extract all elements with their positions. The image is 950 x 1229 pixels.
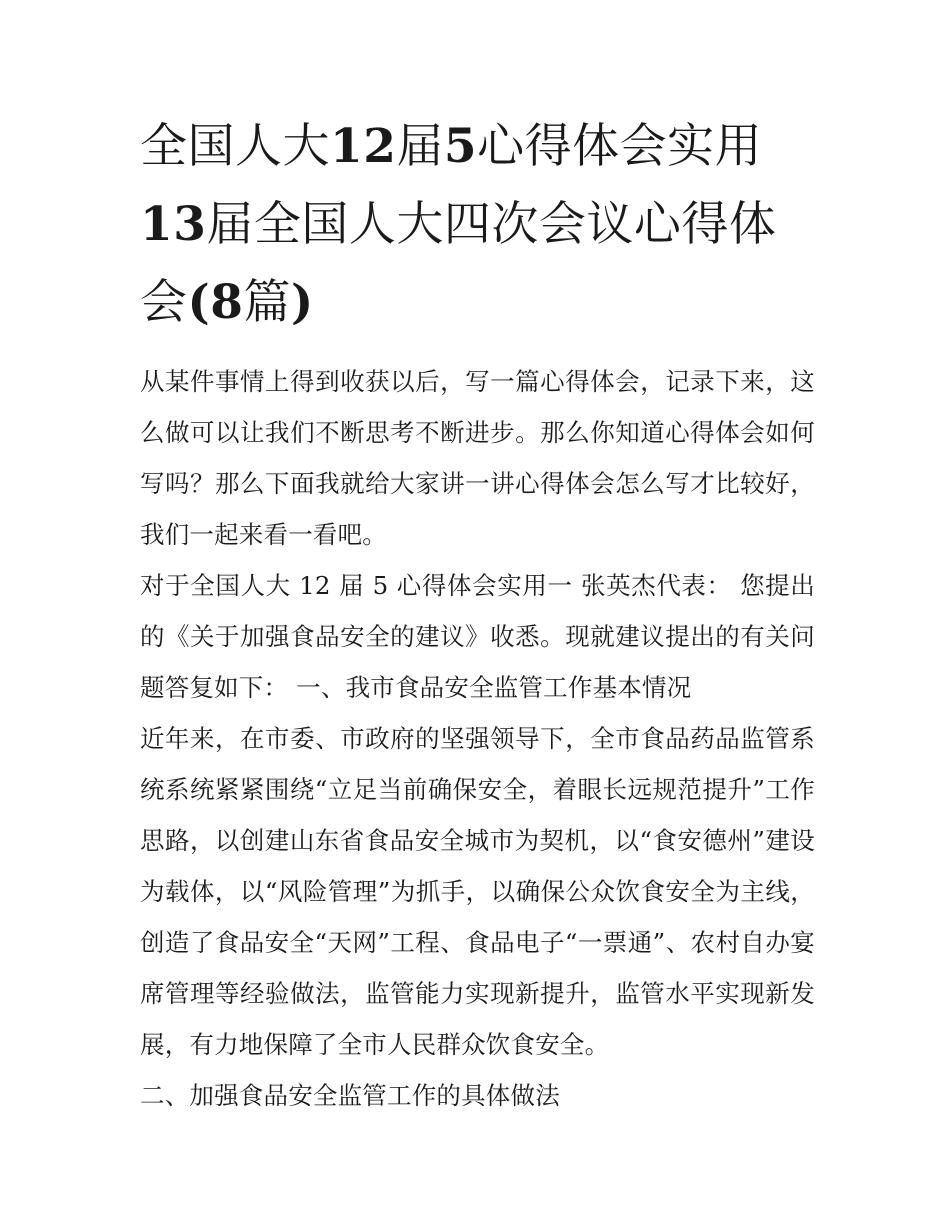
title-segment: 13	[140, 197, 207, 252]
title-segment: 全国人大	[140, 119, 330, 174]
document-title	[140, 108, 815, 342]
title-segment: 12	[330, 119, 397, 174]
title-segment: 篇	[243, 275, 291, 330]
title-segment: (8	[187, 275, 244, 330]
intro-paragraph: 从某件事情上得到收获以后，写一篇心得体会，记录下来，这么做可以让我们不断思考不断进步。那么你知道心得体会如何写吗？那么下面我就给大家讲一讲心得体会怎么写才比较好，我们一起来看一看吧。	[140, 367, 815, 549]
title-segment: )	[290, 275, 314, 330]
situation-paragraph: 近年来，在市委、市政府的坚强领导下，全市食品药品监管系统系统紧紧围绕“立足当前确保安全，着眼长远规范提升”工作思路，以创建山东省食品安全城市为契机，以“食安德州”建设为载体，以“风险管理”为抓手，以确保公众饮食安全为主线，创造了食品安全“天网”工程、食品电子“一票通”、农村自办宴席管理等经验做法，监管能力实现新提升，监管水平实现新发展，有力地保障了全市人民群众饮食安全。	[140, 724, 815, 1059]
title-segment: 5	[443, 119, 478, 174]
document-page	[140, 108, 815, 1121]
section-heading: 二、加强食品安全监管工作的具体做法	[140, 1081, 560, 1110]
title-segment: 届全国人大四次会议心得体会	[140, 197, 777, 330]
reply-paragraph: 对于全国人大 12 届 5 心得体会实用一 张英杰代表： 您提出的《关于加强食品安全的建议》收悉。现就建议提出的有关问题答复如下： 一、我市食品安全监管工作基本情况	[140, 571, 815, 702]
title-segment: 心得体会实用	[477, 119, 763, 174]
title-segment: 届	[396, 119, 444, 174]
